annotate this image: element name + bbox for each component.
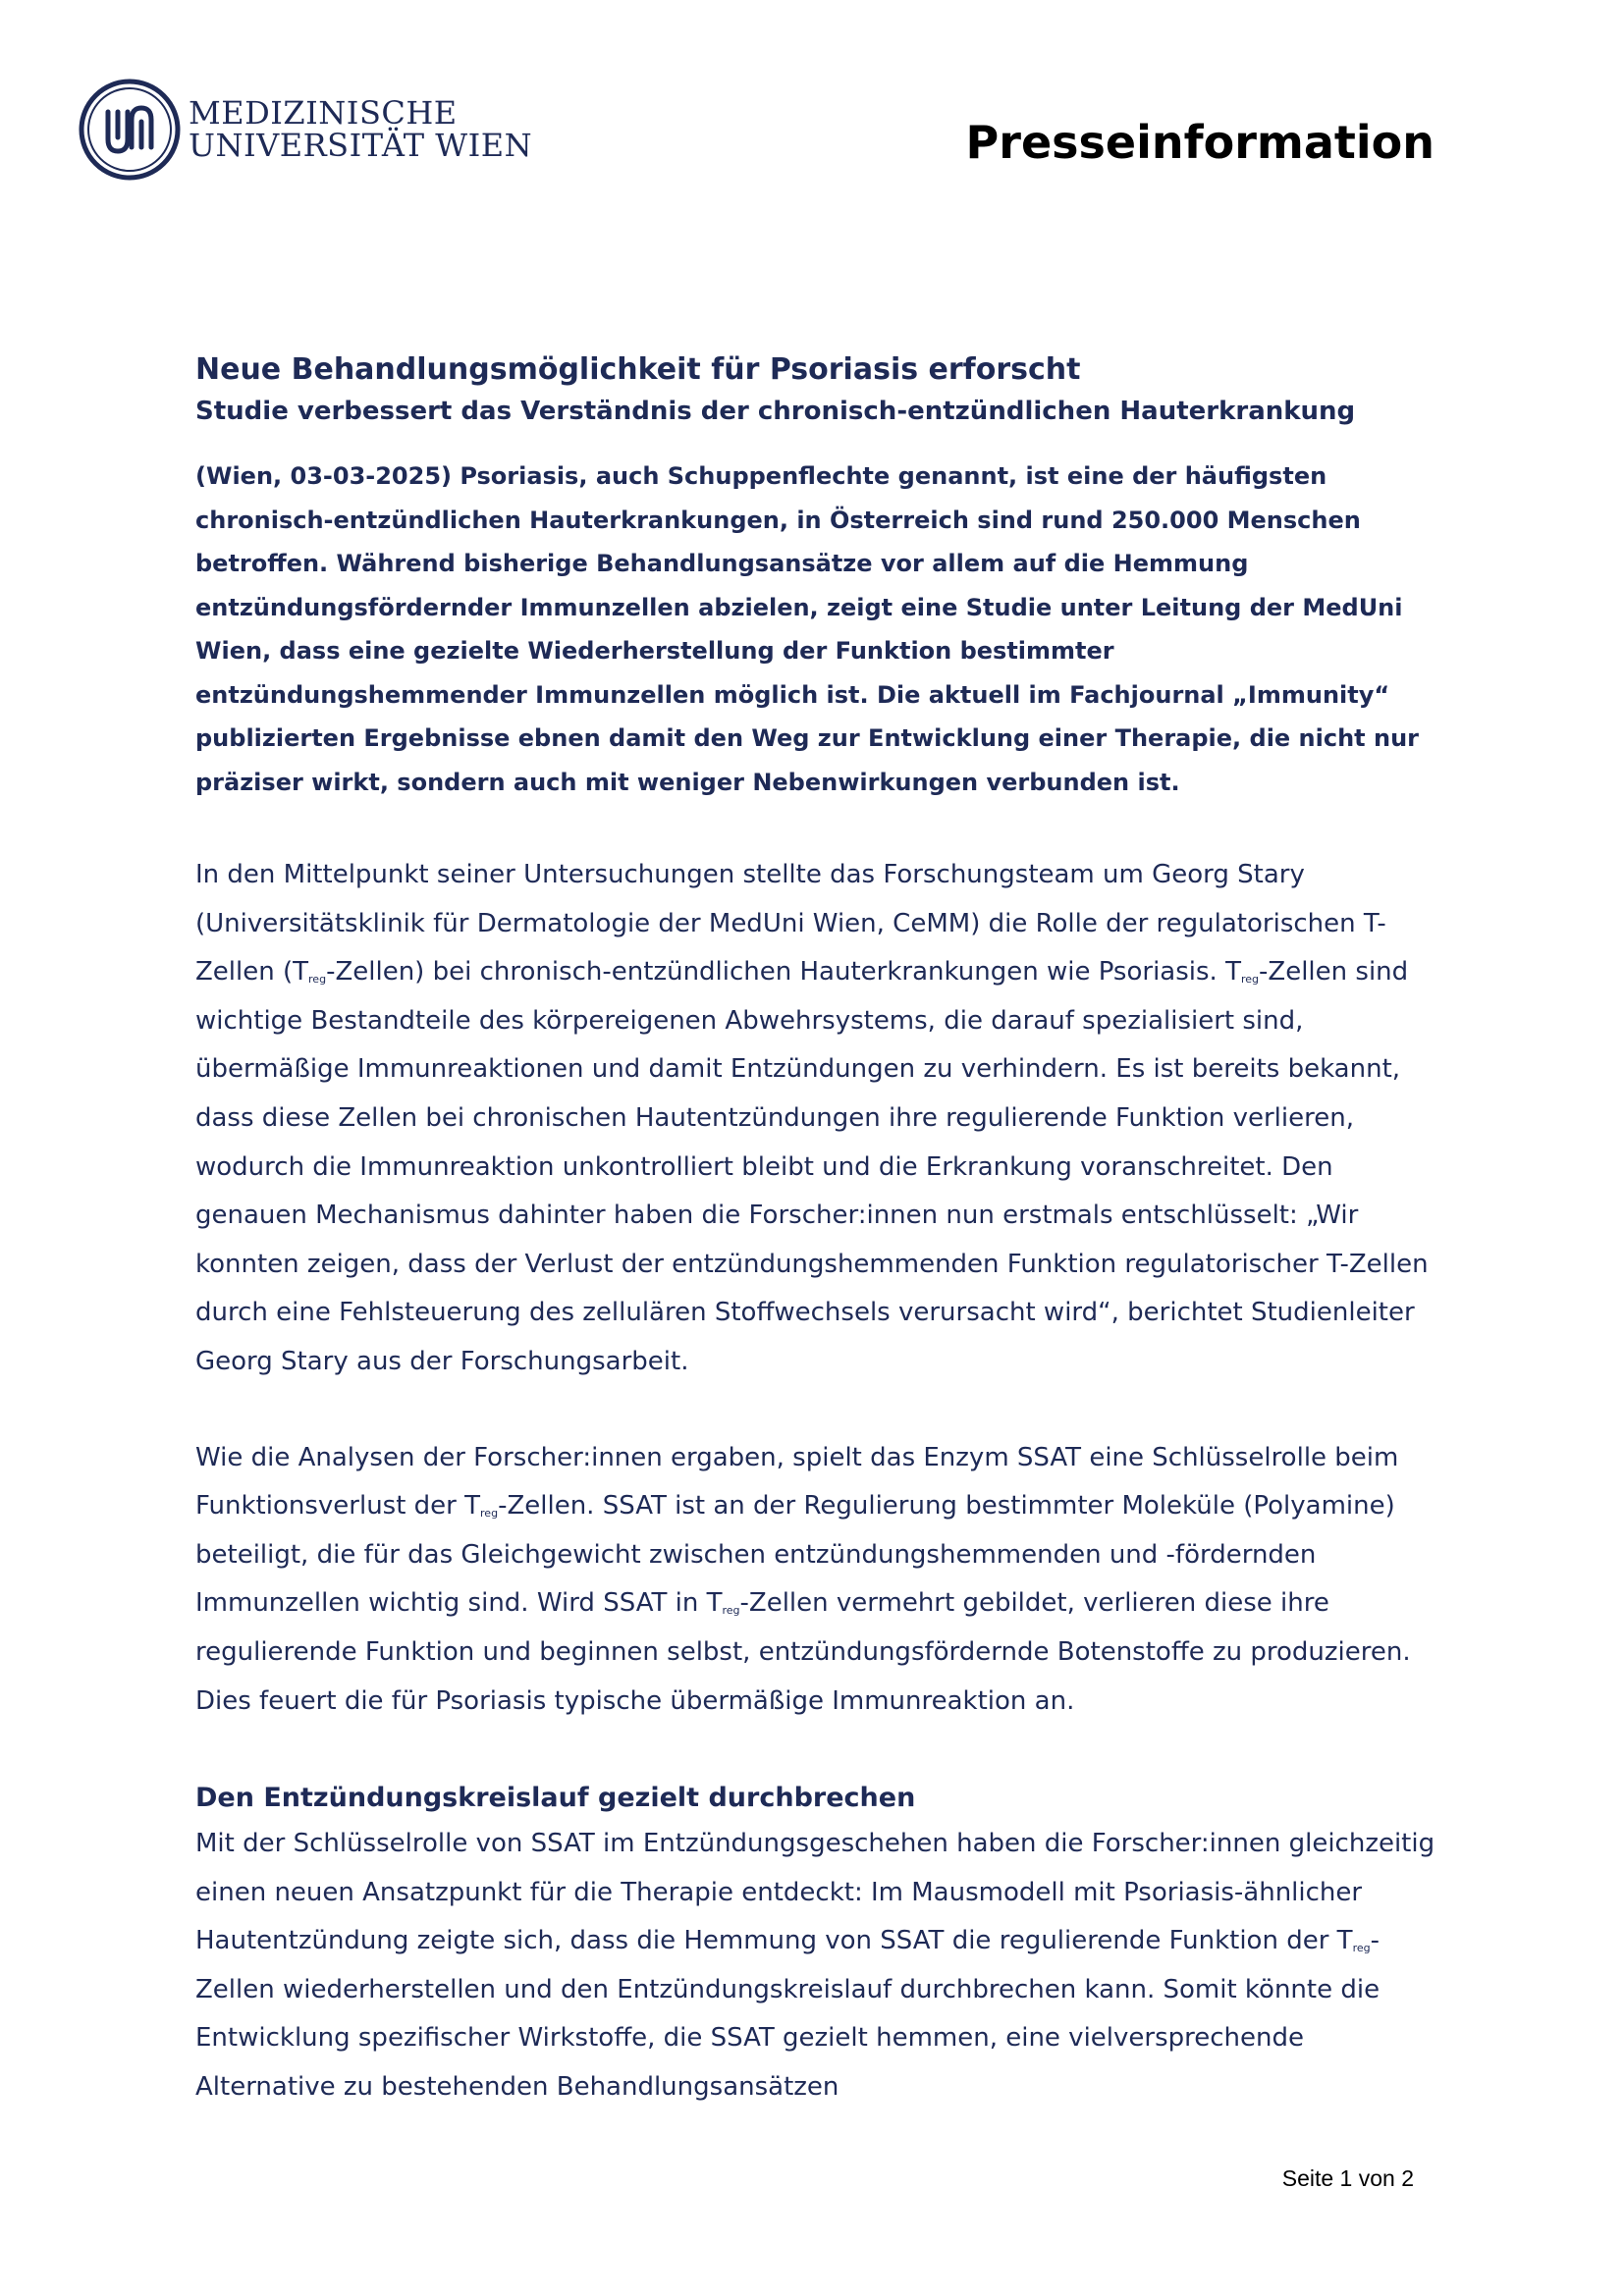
text-run: -Zellen) bei chronisch-entzündlichen Hauterkrankungen wie Psoriasis. xyxy=(326,957,1226,988)
meduni-wien-seal-icon xyxy=(79,79,181,181)
text-run: -Zellen vermehrt gebildet, verlieren diese ihre regulierende Funktion und beginnen selbst, entzündungsfördernde Botenstoffe zu produzieren. Dies feuert die für Psoriasis typische übermäßige Immunreaktion an. xyxy=(195,1588,1411,1716)
logo-wordmark xyxy=(189,94,533,164)
logo-line-1: MEDIZINISCHE xyxy=(189,94,458,132)
article-body xyxy=(195,348,1437,2112)
body-paragraph-2 xyxy=(195,1434,1437,1727)
document-type-heading: Presseinformation xyxy=(965,116,1435,169)
body-paragraph-3 xyxy=(195,1820,1437,2112)
article-title: Neue Behandlungsmöglichkeit für Psoriasis erforscht xyxy=(195,352,1081,387)
lead-paragraph: (Wien, 03-03-2025) Psoriasis, auch Schuppenflechte genannt, ist eine der häufigsten chronisch-entzündlichen Hauterkrankungen, in Österreich sind rund 250.000 Menschen betroffen. Während bisherige Behandlungsansätze vor allem auf die Hemmung entzündungsfördernder Immunzellen abzielen, zeigt eine Studie unter Leitung der MedUni Wien, dass eine gezielte Wiederherstellung der Funktion bestimmter entzündungshemmender Immunzellen möglich ist. Die aktuell im Fachjournal „Immunity“ publizierten Ergebnisse ebnen damit den Weg zur Entwicklung einer Therapie, die nicht nur präziser wirkt, sondern auch mit weniger Nebenwirkungen verbunden ist. xyxy=(195,462,1420,796)
text-run: In den Mittelpunkt seiner Untersuchungen stellte das Forschungsteam um Georg Stary (Universitätsklinik für Dermatologie der MedUni Wien, CeMM) die Rolle der regulatorischen T-Zellen ( xyxy=(195,860,1386,988)
body-paragraph-1 xyxy=(195,851,1437,1387)
treg-label: $T_{reg}$ xyxy=(293,957,327,988)
text-run: -Zellen wiederherstellen und den Entzündungskreislauf durchbrechen kann. Somit könnte die Entwicklung spezifischer Wirkstoffe, die SSAT gezielt hemmen, eine vielversprechende Alternative zu bestehenden Behandlungsansätzen xyxy=(195,1926,1380,2103)
text-run: -Zellen sind wichtige Bestandteile des körpereigenen Abwehrsystems, die darauf spezialisiert sind, übermäßige Immunreaktionen und damit Entzündungen zu verhindern. Es ist bereits bekannt, dass diese Zellen bei chronischen Hautentzündungen ihre regulierende Funktion verlieren, wodurch die Immunreaktion unkontrolliert bleibt und die Erkrankung voranschreitet. Den genauen Mechanismus dahinter haben die Forscher:innen nun erstmals entschlüsselt: „Wir konnten zeigen, dass der Verlust der entzündungshemmenden Funktion regulatorischer T-Zellen durch eine Fehlsteuerung des zellulären Stoffwechsels verursacht wird“, berichtet Studienleiter Georg Stary aus der Forschungsarbeit. xyxy=(195,957,1429,1376)
treg-label: $T_{reg}$ xyxy=(706,1588,740,1619)
section-heading: Den Entzündungskreislauf gezielt durchbrechen xyxy=(195,1783,916,1814)
page-number: Seite 1 von 2 xyxy=(1281,2165,1414,2191)
text-run: Mit der Schlüsselrolle von SSAT im Entzündungsgeschehen haben die Forscher:innen gleichzeitig einen neuen Ansatzpunkt für die Therapie entdeckt: Im Mausmodell mit Psoriasis-ähnlicher Hautentzündung zeigte sich, dass die Hemmung von SSAT die regulierende Funktion der xyxy=(195,1829,1435,1956)
text-run: -Zellen. SSAT ist an der Regulierung bestimmter Moleküle (Polyamine) beteiligt, die für das Gleichgewicht zwischen entzündungshemmenden und -fördernden Immunzellen wichtig sind. Wird SSAT in xyxy=(195,1491,1395,1619)
logo-line-2: UNIVERSITÄT WIEN xyxy=(189,127,533,164)
university-logo xyxy=(79,79,532,181)
article-subtitle: Studie verbessert das Verständnis der chronisch-entzündlichen Hauterkrankung xyxy=(195,397,1356,426)
treg-label: $T_{reg}$ xyxy=(464,1491,499,1522)
treg-label: $T_{reg}$ xyxy=(1336,1926,1371,1956)
text-run: Wie die Analysen der Forscher:innen ergaben, spielt das Enzym SSAT eine Schlüsselrolle beim Funktionsverlust der xyxy=(195,1442,1399,1522)
treg-label: $T_{reg}$ xyxy=(1225,957,1260,988)
